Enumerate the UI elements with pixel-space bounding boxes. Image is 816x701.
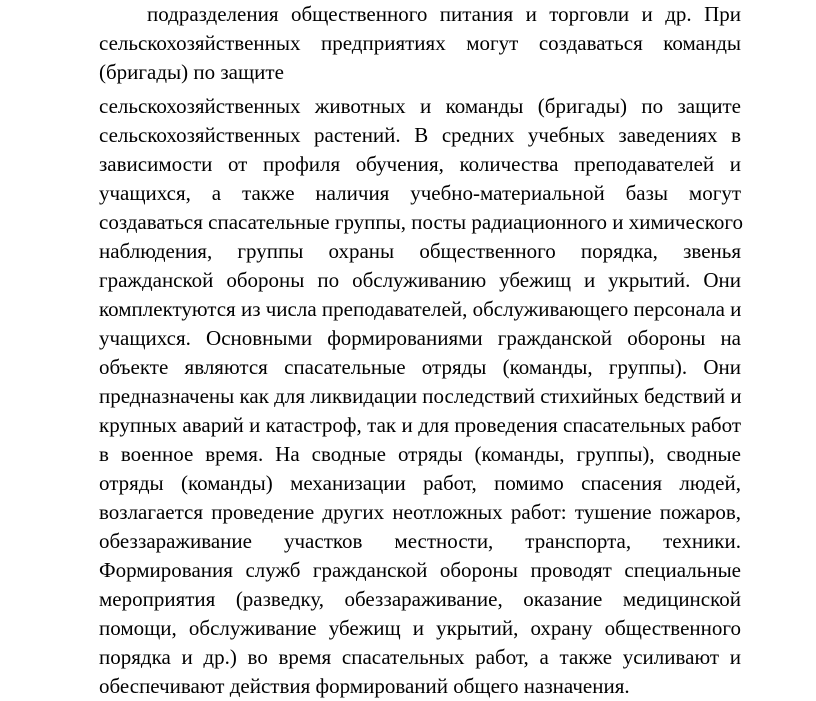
text-line: мероприятия (разведку, обеззараживание, оказание медицинской (99, 587, 741, 611)
text-line: предназначены как для ликвидации последствий стихийных бедствий и (99, 384, 742, 408)
text-line: комплектуются из числа преподавателей, обслуживающего персонала и (99, 297, 742, 321)
text-line: зависимости от профиля обучения, количества преподавателей и (99, 152, 741, 176)
paragraph-1 (99, 0, 741, 87)
text-line: отряды (команды) механизации работ, помимо спасения людей, (99, 471, 741, 495)
text-line: сельскохозяйственных животных и команды (бригады) по защите (99, 94, 741, 118)
text-line: сельскохозяйственных растений. В средних учебных заведениях в (99, 123, 741, 147)
text-line: обеззараживание участков местности, транспорта, техники. (99, 529, 741, 553)
text-line: учащихся. Основными формированиями гражданской обороны на (99, 326, 741, 350)
text-line: в военное время. На сводные отряды (команды, группы), сводные (99, 442, 741, 466)
text-line: сельскохозяйственных предприятиях могут создаваться команды (99, 31, 741, 55)
text-line: Формирования служб гражданской обороны проводят специальные (99, 558, 741, 582)
text-line: объекте являются спасательные отряды (команды, группы). Они (99, 355, 741, 379)
text-line: создаваться спасательные группы, посты радиационного и химического (99, 210, 743, 234)
text-line: подразделения общественного питания и торговли и др. При (147, 2, 741, 26)
text-line: крупных аварий и катастроф, так и для проведения спасательных работ (99, 413, 741, 437)
text-line: наблюдения, группы охраны общественного порядка, звенья (99, 239, 741, 263)
text-line: возлагается проведение других неотложных работ: тушение пожаров, (99, 500, 741, 524)
paragraph-2 (99, 92, 741, 701)
text-line: гражданской обороны по обслуживанию убежищ и укрытий. Они (99, 268, 741, 292)
text-line: (бригады) по защите (99, 60, 284, 84)
text-line: учащихся, а также наличия учебно-материальной базы могут (99, 181, 741, 205)
text-line: обеспечивают действия формирований общего назначения. (99, 674, 630, 698)
text-line: помощи, обслуживание убежищ и укрытий, охрану общественного (99, 616, 741, 640)
text-line: порядка и др.) во время спасательных работ, а также усиливают и (99, 645, 741, 669)
